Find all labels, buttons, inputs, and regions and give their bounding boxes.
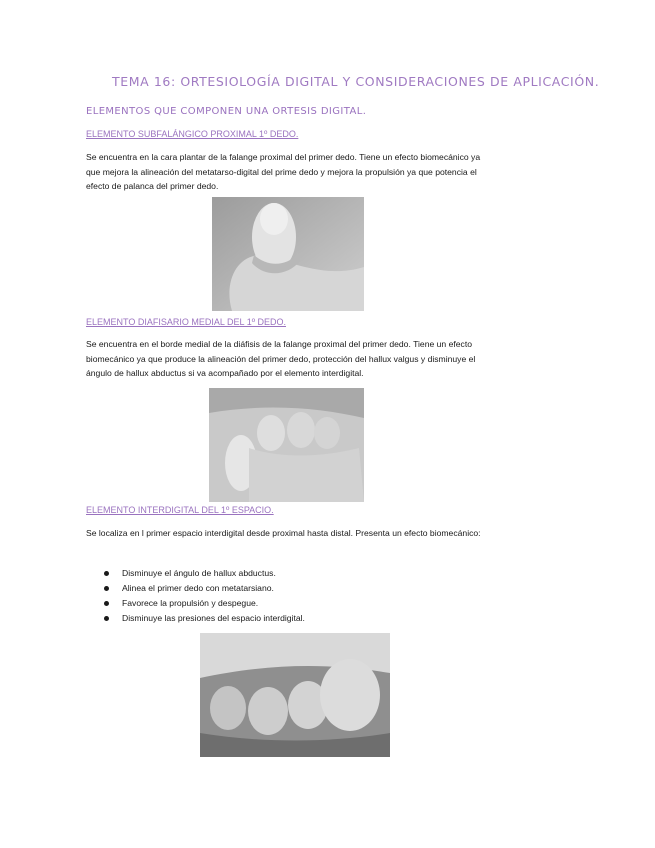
section-text-interdigital: Se localiza en l primer espacio interdigital desde proximal hasta distal. Presenta un efecto biomecánico:	[86, 528, 481, 538]
list-item: Disminuye las presiones del espacio interdigital.	[104, 611, 305, 626]
list-item: Favorece la propulsión y despegue.	[104, 596, 305, 611]
section-heading-diafisario: ELEMENTO DIAFISARIO MEDIAL DEL 1º DEDO.	[86, 317, 286, 327]
effects-list	[104, 566, 305, 626]
page-title: TEMA 16: ORTESIOLOGÍA DIGITAL Y CONSIDERACIONES DE APLICACIÓN.	[112, 74, 600, 89]
toe-orthosis-photo-1	[212, 197, 364, 311]
list-item: Alinea el primer dedo con metatarsiano.	[104, 581, 305, 596]
bullet-icon	[104, 616, 109, 621]
section-text-subfalangico: Se encuentra en la cara plantar de la falange proximal del primer dedo. Tiene un efecto biomecánico ya que mejora la alineación del metatarso-digital del prime dedo y mejora la propulsión ya que potencia el efecto de palanca del primer dedo.	[86, 152, 481, 191]
bullet-icon	[104, 571, 109, 576]
section-text-diafisario: Se encuentra en el borde medial de la diáfisis de la falange proximal del primer dedo. Tiene un efecto biomecánico ya que produce la alineación del primer dedo, protección del hallux valgus y disminuye el ángulo de hallux abductus si va acompañado por el elemento interdigital.	[86, 339, 476, 378]
toe-orthosis-photo-3	[200, 633, 390, 757]
list-item: Disminuye el ángulo de hallux abductus.	[104, 566, 305, 581]
section-subtitle: ELEMENTOS QUE COMPONEN UNA ORTESIS DIGITAL.	[86, 106, 367, 117]
section-heading-subfalangico: ELEMENTO SUBFALÁNGICO PROXIMAL 1º DEDO.	[86, 129, 299, 139]
bullet-icon	[104, 601, 109, 606]
section-heading-interdigital: ELEMENTO INTERDIGITAL DEL 1º ESPACIO.	[86, 505, 274, 515]
bullet-icon	[104, 586, 109, 591]
toe-orthosis-photo-2	[209, 388, 364, 502]
